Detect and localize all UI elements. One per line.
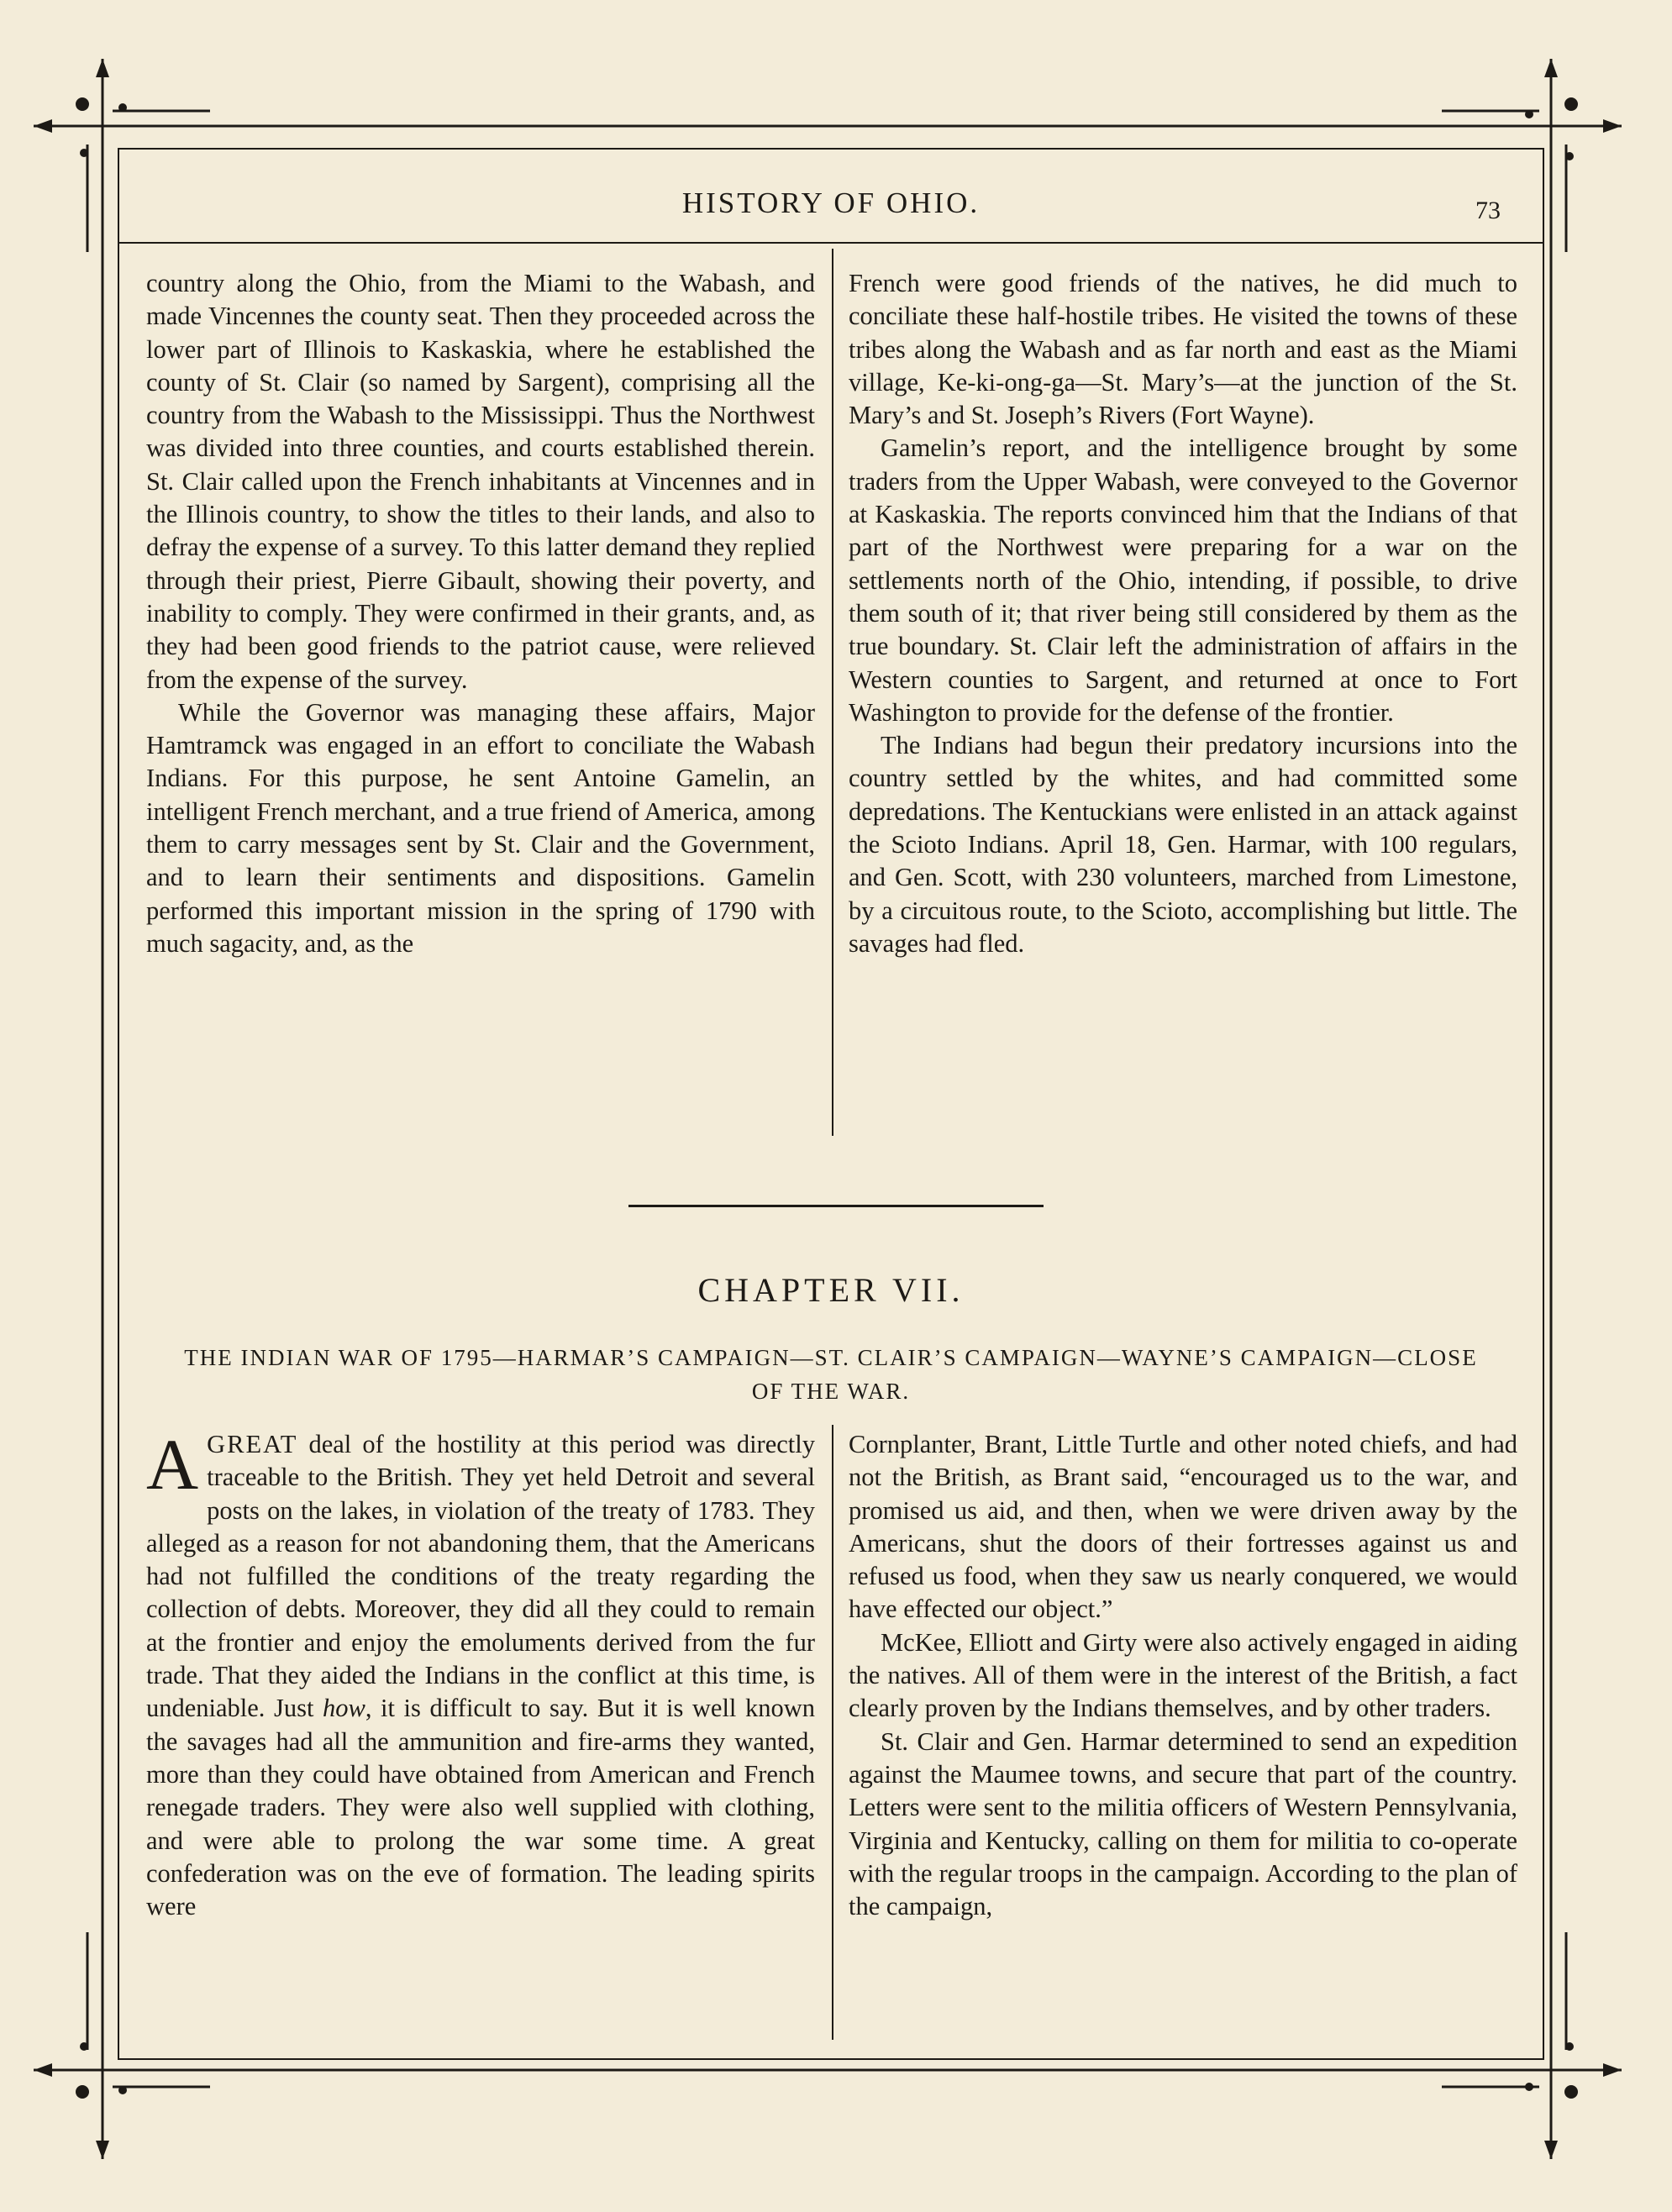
paragraph: St. Clair and Gen. Harmar determined to send an expedition against the Maumee towns, and secure that part of the country. Letters were sent to the militia officers of Western Pennsylvania, Virginia and Kentucky, calling on them for militia to co-operate with the regular troops in the campaign. According to the plan of the campaign,	[849, 1726, 1517, 1921]
opening-paragraph	[146, 1424, 815, 1923]
paragraph: country along the Ohio, from the Miami to the Wabash, and made Vincennes the county seat. Then they proceeded across the lower part of Illinois to Kaskaskia, where he established the county of St. Clair (so named by Sargent), comprising all the country from the Wabash to the Mississippi. Thus the Northwest was divided into three counties, and courts established therein. St. Clair called upon the French inhabitants at Vincennes and in the Illinois country, to show the titles to their lands, and also to defray the expense of a survey. To this latter demand they replied through their priest, Pierre Gibault, showing their poverty, and inability to comply. They were confirmed in their grants, and, as they had been good friends to the patriot cause, were relieved from the expense of the survey.	[146, 269, 815, 694]
opening-caps: GREAT	[207, 1430, 298, 1458]
column-divider	[832, 1425, 833, 2040]
lower-left-column	[146, 1424, 815, 1923]
upper-left-column	[146, 267, 815, 960]
emphasis: how	[323, 1694, 365, 1723]
running-head	[118, 187, 1544, 229]
section-separator	[628, 1205, 1044, 1207]
paragraph: French were good friends of the natives, he did much to conciliate these half-hostile tribes. He visited the towns of these tribes along the Wabash and as far north and east as the Miami village, Ke-ki-ong-ga—St. Mary’s—at the junction of the St. Mary’s and St. Joseph’s Rivers (Fort Wayne).	[849, 269, 1517, 430]
paragraph-text: , it is difficult to say. But it is well known the savages had all the ammunition and fire-arms they wanted, more than they could have obtained from American and French renegade traders. They were also well supplied with clothing, and were able to prolong the war some time. A great confederation was on the eve of formation. The leading spirits were	[146, 1694, 815, 1921]
paragraph: McKee, Elliott and Girty were also actively engaged in aiding the natives. All of them were in the interest of the British, a fact clearly proven by the Indians themselves, and by other traders.	[849, 1627, 1517, 1723]
paragraph: Gamelin’s report, and the intelligence brought by some traders from the Upper Wabash, were conveyed to the Governor at Kaskaskia. The reports convinced him that the Indians of that part of the Northwest were preparing for a war on the settlements north of the Ohio, intending, if possible, to drive them south of it; that river being still considered by them as the true boundary. St. Clair left the administration of affairs in the Western counties to Sargent, and returned at once to Fort Washington to provide for the defense of the frontier.	[849, 433, 1517, 727]
lower-right-column	[849, 1428, 1517, 1923]
paragraph: While the Governor was managing these affairs, Major Hamtramck was engaged in an effort to conciliate the Wabash Indians. For this purpose, he sent Antoine Gamelin, an intelligent French merchant, and a true friend of America, among them to carry messages sent by St. Clair and the Government, and to learn their sentiments and dispositions. Gamelin performed this important mission in the spring of 1790 with much sagacity, and, as the	[146, 697, 815, 958]
paragraph-text: deal of the hostility at this period was directly traceable to the British. They yet held Detroit and several posts on the lakes, in violation of the treaty of 1783. They alleged as a reason for not abandoning them, that the Americans had not fulfilled the conditions of the treaty regarding the collection of debts. Moreover, they did all they could to remain at the frontier and enjoy the emoluments derived from the fur trade. That they aided the Indians in the conflict at this time, is undeniable. Just	[146, 1430, 815, 1723]
paragraph: The Indians had begun their predatory incursions into the country settled by the whites, and had committed some depredations. The Kentuckians were enlisted in an attack against the Scioto Indians. April 18, Gen. Harmar, with 100 regulars, and Gen. Scott, with 230 volunteers, marched from Limestone, by a circuitous route, to the Scioto, accomplishing but little. The savages had fled.	[849, 731, 1517, 958]
paragraph: Cornplanter, Brant, Little Turtle and other noted chiefs, and had not the British, as Brant said, “encouraged us to the war, and promised us aid, and then, when we were driven away by the Americans, shut the doors of their fortresses against us and refused us food, when they saw us nearly conquered, we would have effected our object.”	[849, 1430, 1517, 1624]
drop-cap: A	[146, 1424, 199, 1505]
chapter-title: CHAPTER VII.	[697, 1271, 965, 1309]
upper-right-column	[849, 267, 1517, 960]
column-divider	[832, 249, 833, 1136]
running-title: HISTORY OF OHIO.	[681, 187, 981, 219]
chapter-subtitle: THE INDIAN WAR OF 1795—HARMAR’S CAMPAIGN—ST. CLAIR’S CAMPAIGN—WAYNE’S CAMPAIGN—CLOSE OF THE WAR.	[184, 1345, 1478, 1404]
header-rule	[118, 242, 1544, 244]
page-number: 73	[1475, 197, 1501, 224]
